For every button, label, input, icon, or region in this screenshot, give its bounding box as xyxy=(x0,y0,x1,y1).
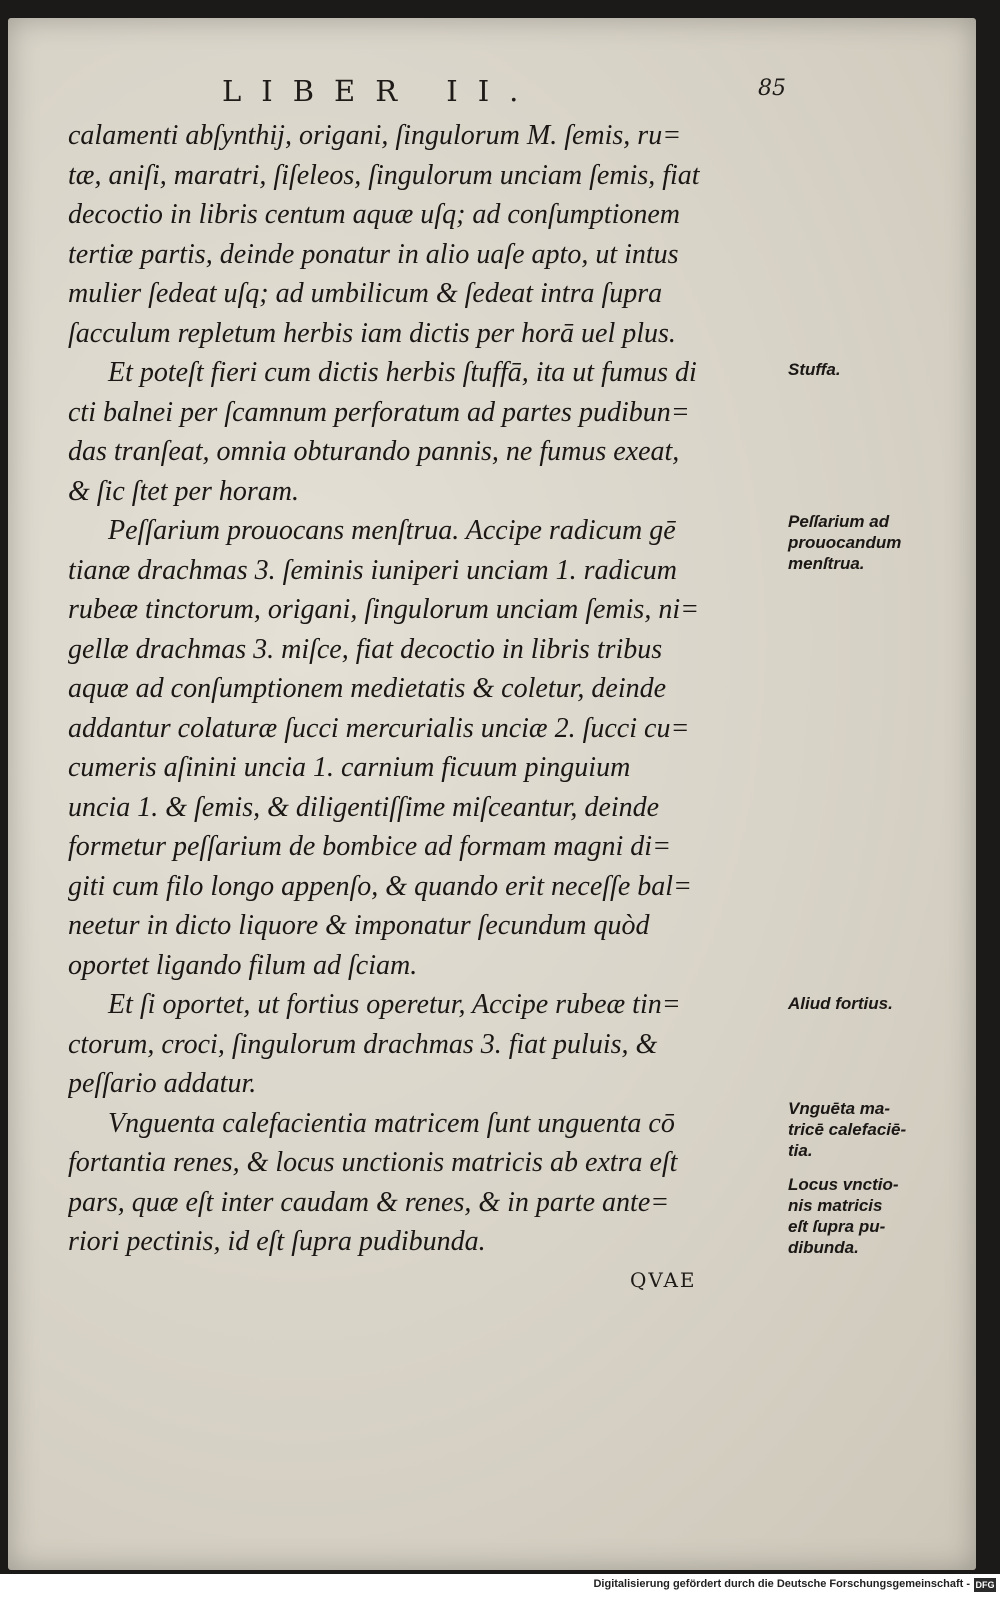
margin-note-line: tia. xyxy=(788,1141,813,1160)
text-line: rubeæ tinctorum, origani, ſingulorum unciam ſemis, ni= xyxy=(68,594,699,625)
text-line: formetur peſſarium de bombice ad formam magni di= xyxy=(68,831,671,862)
text-line: Et poteſt fieri cum dictis herbis ſtuffā, ita ut fumus di xyxy=(108,357,697,388)
funding-credit: Digitalisierung gefördert durch die Deutsche Forschungsgemeinschaft - xyxy=(593,1578,970,1590)
text-line: pars, quæ eſt inter caudam & renes, & in parte ante= xyxy=(68,1186,670,1218)
margin-note-line: nis matricis xyxy=(788,1196,883,1215)
text-line: das tranſeat, omnia obturando pannis, ne fumus exeat, xyxy=(68,436,680,467)
margin-note-line: Aliud fortius. xyxy=(788,994,893,1013)
text-line: oportet ligando filum ad ſciam. xyxy=(68,949,418,981)
text-line: gellæ drachmas 3. miſce, fiat decoctio in libris tribus xyxy=(68,633,663,665)
margin-note-line: menſtrua. xyxy=(788,554,865,573)
text-line: cti balnei per ſcamnum perforatum ad partes pudibun= xyxy=(68,396,690,428)
text-line: cumeris aſinini uncia 1. carnium ficuum pinguium xyxy=(68,752,631,783)
margin-note-line: Peſſarium ad xyxy=(788,512,890,531)
text-line: addantur colaturæ ſucci mercurialis unciæ 2. ſucci cu= xyxy=(68,712,690,744)
text-line: ſacculum repletum herbis iam dictis per horā uel plus. xyxy=(68,317,676,349)
text-line: Et ſi oportet, ut fortius operetur, Accipe rubeæ tin= xyxy=(108,989,681,1020)
text-line: riori pectinis, id eſt ſupra pudibunda. xyxy=(68,1226,486,1257)
text-line: mulier ſedeat uſq; ad umbilicum & ſedeat intra ſupra xyxy=(68,278,663,309)
margin-note-line: eſt ſupra pu- xyxy=(788,1217,886,1236)
margin-note-line: Vnguēta ma- xyxy=(788,1099,891,1118)
margin-note-line: tricē calefaciē- xyxy=(788,1120,907,1139)
text-line: tianæ drachmas 3. ſeminis iuniperi unciam 1. radicum xyxy=(68,554,677,586)
text-line: aquæ ad conſumptionem medietatis & coletur, deinde xyxy=(68,673,667,704)
margin-note-line: Locus vnctio- xyxy=(788,1175,899,1194)
text-line: peſſario addatur. xyxy=(68,1068,257,1099)
text-line: tæ, aniſi, maratri, ſiſeleos, ſingulorum unciam ſemis, fiat xyxy=(68,159,700,191)
margin-note-line: prouocandum xyxy=(788,533,902,552)
margin-note xyxy=(788,1098,948,1161)
margin-note-line: dibunda. xyxy=(788,1238,859,1257)
text-line: uncia 1. & ſemis, & diligentiſſime miſceantur, deinde xyxy=(68,791,660,823)
margin-note xyxy=(788,359,948,380)
margin-note xyxy=(788,1174,948,1258)
text-line: Vnguenta calefacientia matricem ſunt unguenta cō xyxy=(108,1107,675,1139)
dfg-logo-icon: DFG xyxy=(975,1580,995,1590)
text-line: tertiæ partis, deinde ponatur in alio uaſe apto, ut intus xyxy=(68,238,679,270)
text-line: calamenti abſynthij, origani, ſingulorum M. ſemis, ru= xyxy=(68,120,682,151)
margin-note xyxy=(788,993,948,1014)
text-line: decoctio in libris centum aquæ uſq; ad conſumptionem xyxy=(68,199,681,230)
margin-note-line: Stuffa. xyxy=(788,360,841,379)
page-number: 85 xyxy=(758,76,786,101)
catchword: QVAE xyxy=(630,1268,697,1292)
text-line: ctorum, croci, ſingulorum drachmas 3. fiat puluis, & xyxy=(68,1028,658,1060)
main-text xyxy=(68,116,907,1262)
text-line: neetur in dicto liquore & imponatur ſecundum quòd xyxy=(68,910,650,941)
margin-note xyxy=(788,511,948,574)
page-header xyxy=(8,74,976,108)
text-line: & ſic ſtet per horam. xyxy=(68,475,299,507)
text-line: fortantia renes, & locus unctionis matricis ab extra eſt xyxy=(68,1147,678,1178)
text-line: giti cum filo longo appenſo, & quando erit neceſſe bal= xyxy=(68,870,692,902)
book-page xyxy=(8,18,976,1570)
text-line: Peſſarium prouocans menſtrua. Accipe radicum gē xyxy=(108,515,676,546)
footer-bar xyxy=(0,1574,1000,1597)
running-head: LIBER II. xyxy=(222,74,539,108)
